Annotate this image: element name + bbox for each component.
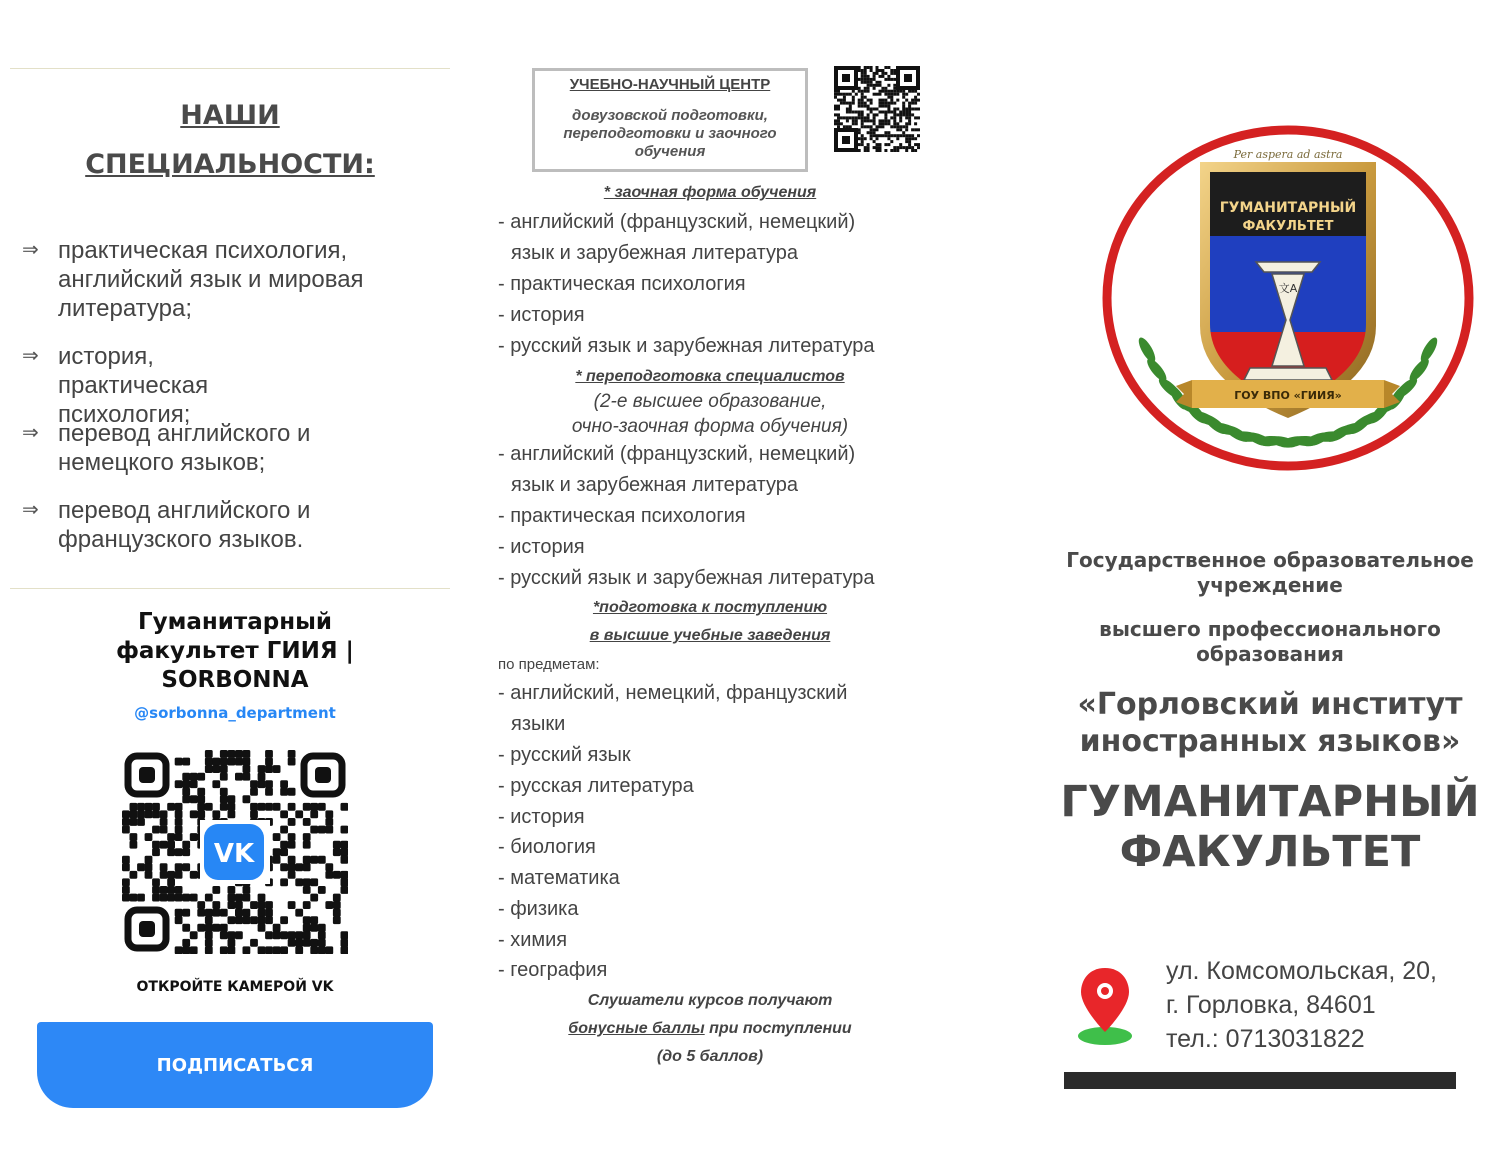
vk-qr-code[interactable]: [122, 750, 348, 954]
list-item: - русский язык и зарубежная литература: [498, 335, 875, 357]
specialties-title: НАШИ: [180, 100, 280, 131]
subjects-label: по предметам:: [498, 656, 600, 673]
list-item: - русский язык и зарубежная литература: [498, 567, 875, 589]
section-retraining-title: * переподготовка специалистов: [575, 368, 845, 385]
org-level: высшего профессионального образования: [1099, 617, 1441, 666]
list-item: - математика: [498, 867, 620, 889]
list-item: - английский (французский, немецкий): [498, 443, 856, 465]
section-prep-title-line2: в высшие учебные заведения: [589, 627, 831, 644]
list-item: - история: [498, 536, 585, 558]
specialty-item: ⇒ практическая психология, английский язык и мировая литература;: [22, 237, 364, 322]
retraining-note: (2-е высшее образование, очно-заочная форма обучения): [571, 391, 849, 437]
list-item: язык и зарубежная литература: [511, 242, 799, 264]
svg-text:Per aspera ad astra: Per aspera ad astra: [1233, 148, 1343, 161]
specialty-item: ⇒ перевод английского и французского языков.: [22, 497, 311, 553]
svg-text:ФАКУЛЬТЕТ: ФАКУЛЬТЕТ: [1242, 219, 1334, 234]
list-item: - история: [498, 806, 585, 828]
list-item: - география: [498, 959, 608, 981]
phone-number: тел.: 0713031822: [1166, 1025, 1365, 1053]
divider-bottom: [10, 588, 450, 589]
list-item: - практическая психология: [498, 273, 746, 295]
footer-bar: [1064, 1072, 1456, 1089]
list-item: - биология: [498, 836, 596, 858]
contact-address: ул. Комсомольская, 20, г. Горловка, 84601 тел.: 0713031822: [1166, 954, 1437, 1056]
list-item: - русский язык: [498, 744, 631, 766]
section-correspondence-title: * заочная форма обучения: [603, 184, 817, 201]
small-qr-code[interactable]: [834, 66, 920, 152]
arrow-right-icon: ⇒: [22, 422, 39, 444]
svg-text:ГОУ ВПО «ГИИЯ»: ГОУ ВПО «ГИИЯ»: [1234, 389, 1342, 402]
section-prep-title: *подготовка к поступлению: [592, 599, 828, 616]
vk-group-title: Гуманитарный факультет ГИИЯ | SORBONNA: [116, 609, 354, 693]
list-item: - история: [498, 304, 585, 326]
list-item: - химия: [498, 929, 568, 951]
svg-text:文A: 文A: [1278, 282, 1298, 295]
camera-hint: ОТКРОЙТЕ КАМЕРОЙ VK: [136, 979, 334, 995]
arrow-right-icon: ⇒: [22, 239, 39, 261]
list-item: язык и зарубежная литература: [511, 474, 799, 496]
list-item: - русская литература: [498, 775, 694, 797]
list-item: языки: [511, 713, 566, 735]
faculty-name: ГУМАНИТАРНЫЙ ФАКУЛЬТЕТ: [1060, 777, 1480, 877]
bonus-note: Слушатели курсов получают бонусные баллы при поступлении (до 5 баллов): [568, 992, 852, 1065]
svg-text:VK: VK: [213, 839, 255, 869]
training-center-box: УЧЕБНО-НАУЧНЫЙ ЦЕНТР довузовской подготовки, переподготовки и заочного обучения: [532, 68, 808, 172]
faculty-emblem: [1100, 124, 1476, 472]
list-item: - практическая психология: [498, 505, 746, 527]
institute-name: «Горловский институт иностранных языков»: [1077, 687, 1463, 759]
divider-top: [10, 68, 450, 69]
list-item: - английский (французский, немецкий): [498, 211, 856, 233]
arrow-right-icon: ⇒: [22, 499, 39, 521]
vk-handle-link[interactable]: @sorbonna_department: [134, 704, 336, 722]
specialties-title-line2: СПЕЦИАЛЬНОСТИ:: [85, 149, 375, 180]
subscribe-button[interactable]: ПОДПИСАТЬСЯ: [37, 1022, 433, 1108]
list-item: - английский, немецкий, французский: [498, 682, 848, 704]
org-type: Государственное образовательное учреждение: [1066, 548, 1474, 597]
arrow-right-icon: ⇒: [22, 345, 39, 367]
specialty-item: ⇒ история, практическая психология;: [22, 343, 209, 428]
specialty-item: ⇒ перевод английского и немецкого языков;: [22, 420, 311, 476]
svg-text:ГУМАНИТАРНЫЙ: ГУМАНИТАРНЫЙ: [1219, 200, 1357, 216]
list-item: - физика: [498, 898, 579, 920]
map-pin-icon: [1074, 962, 1136, 1048]
